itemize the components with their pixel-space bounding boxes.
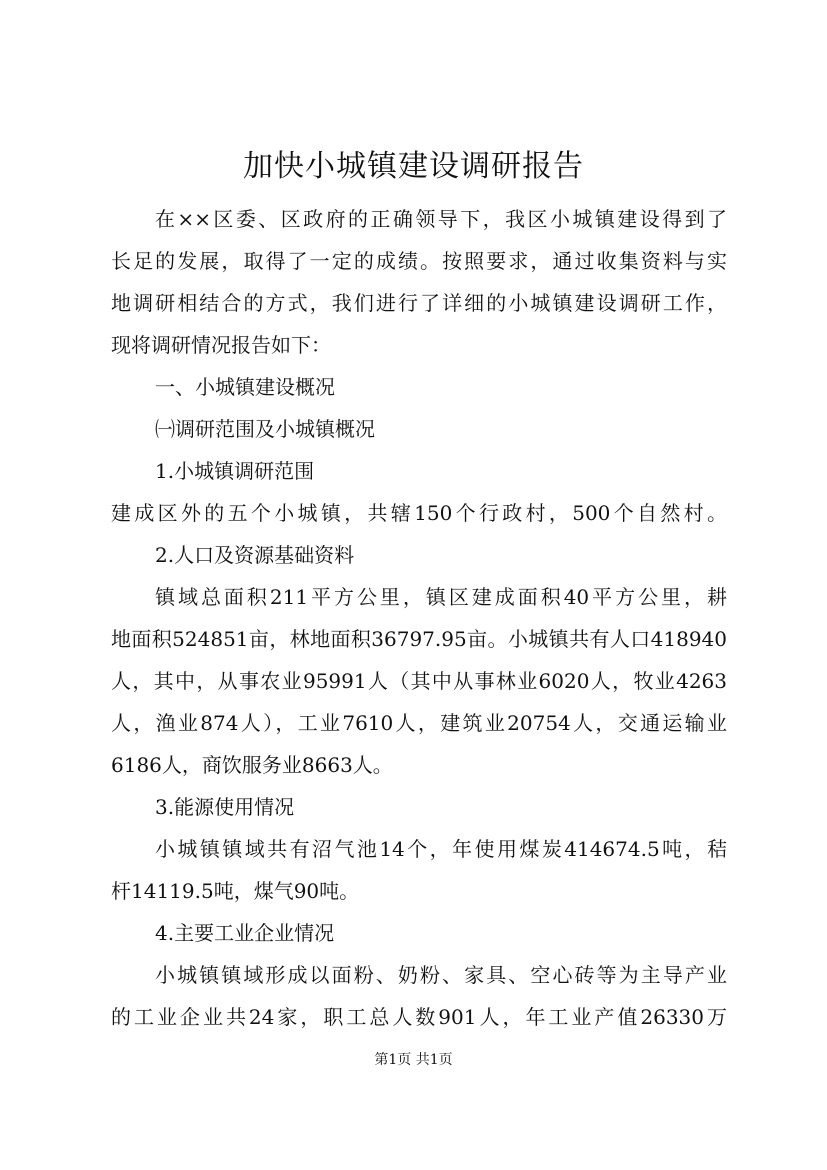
body-text-line: 建成区外的五个小城镇，共辖150个行政村，500个自然村。 [111,501,727,525]
document-body [111,198,727,1038]
body-text-line: 6186人，商饮服务业8663人。 [111,753,393,777]
body-text-line: 地调研相结合的方式，我们进行了详细的小城镇建设调研工作， [111,291,727,315]
body-text-line: 一、小城镇建设概况 [155,375,335,399]
body-text-line: 镇域总面积211平方公里，镇区建成面积40平方公里，耕 [155,585,727,609]
body-text-line: 3.能源使用情况 [155,795,295,819]
body-text-line: 人，其中，从事农业95991人（其中从事林业6020人，牧业4263 [111,669,727,693]
body-text-line: 2.人口及资源基础资料 [155,543,355,567]
body-text-line: 1.小城镇调研范围 [155,459,315,483]
body-text-line: 人，渔业874人），工业7610人，建筑业20754人，交通运输业 [111,711,727,735]
body-text-line: 小城镇镇域形成以面粉、奶粉、家具、空心砖等为主导产业 [155,963,727,987]
body-text-line: ㈠调研范围及小城镇概况 [155,417,375,441]
body-text-line: 小城镇镇域共有沼气池14个，年使用煤炭414674.5吨，秸 [155,837,727,861]
body-text-line: 4.主要工业企业情况 [155,921,335,945]
body-text-line: 长足的发展，取得了一定的成绩。按照要求，通过收集资料与实 [111,249,727,273]
body-text-line: 现将调研情况报告如下： [111,333,331,357]
page-footer: 第1页 共1页 [374,1052,453,1068]
body-text-line: 杆14119.5吨，煤气90吨。 [111,879,360,903]
document-title: 加快小城镇建设调研报告 [243,149,584,184]
body-text-line: 地面积524851亩，林地面积36797.95亩。小城镇共有人口418940 [111,627,727,651]
body-text-line: 的工业企业共24家，职工总人数901人，年工业产值26330万 [111,1005,727,1029]
body-text-line: 在××区委、区政府的正确领导下，我区小城镇建设得到了 [155,207,727,231]
